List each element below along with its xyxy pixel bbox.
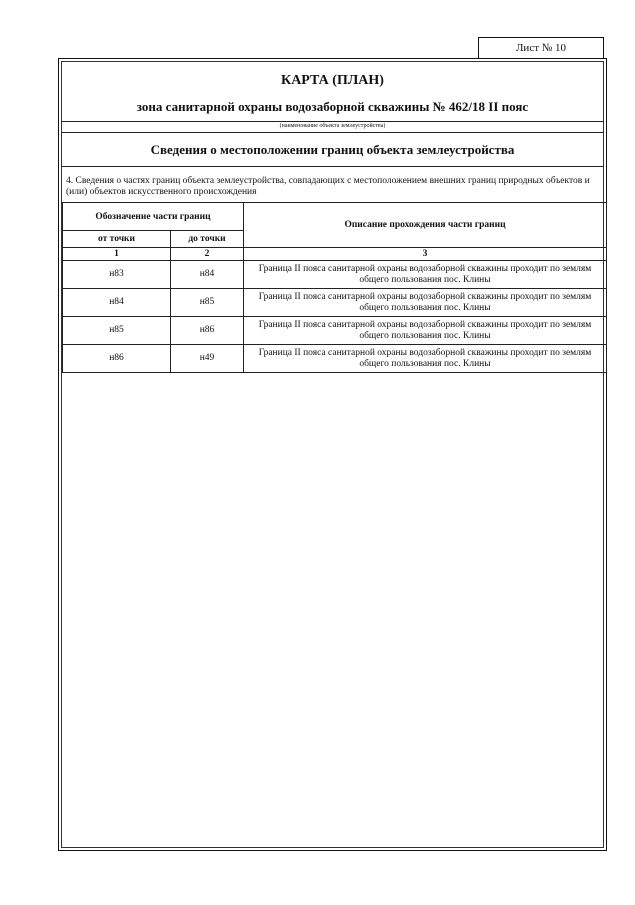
sheet-number: Лист № 10	[515, 42, 567, 54]
from-point-cell: н85	[63, 317, 171, 345]
object-name-caption: (наименование объекта землеустройства)	[279, 123, 386, 129]
document-inner-frame	[61, 61, 604, 848]
description-header: Описание прохождения части границ	[244, 203, 607, 248]
section-intro: 4. Сведения о частях границ объекта землеустройства, совпадающих с местоположением внешних границ природных объектов и (или) объектов искусственного происхождения	[66, 176, 590, 197]
description-cell: Граница II пояса санитарной охраны водозаборной скважины проходит по землям общего пользования пос. Клины	[244, 261, 607, 289]
boundary-table	[62, 202, 607, 373]
from-point-cell: н84	[63, 289, 171, 317]
section-title: Сведения о местоположении границ объекта землеустройства	[150, 142, 515, 157]
table-row	[63, 317, 607, 345]
from-point-cell: н86	[63, 345, 171, 373]
table-row	[63, 345, 607, 373]
from-point-header: от точки	[63, 231, 171, 248]
divider	[62, 166, 603, 167]
document-subtitle: зона санитарной охраны водозаборной скважины № 462/18 II пояс	[136, 99, 529, 114]
to-point-cell: н85	[171, 289, 244, 317]
to-point-cell: н84	[171, 261, 244, 289]
divider	[62, 121, 603, 122]
description-cell: Граница II пояса санитарной охраны водозаборной скважины проходит по землям общего пользования пос. Клины	[244, 289, 607, 317]
description-cell: Граница II пояса санитарной охраны водозаборной скважины проходит по землям общего пользования пос. Клины	[244, 345, 607, 373]
table-row	[63, 261, 607, 289]
document-frame	[58, 58, 607, 851]
column-number: 2	[171, 248, 244, 261]
column-number: 3	[244, 248, 607, 261]
to-point-header: до точки	[171, 231, 244, 248]
to-point-cell: н49	[171, 345, 244, 373]
from-point-cell: н83	[63, 261, 171, 289]
sheet-number-box	[478, 37, 604, 59]
group-header: Обозначение части границ	[63, 203, 244, 231]
description-cell: Граница II пояса санитарной охраны водозаборной скважины проходит по землям общего пользования пос. Клины	[244, 317, 607, 345]
to-point-cell: н86	[171, 317, 244, 345]
column-number: 1	[63, 248, 171, 261]
document-title: КАРТА (ПЛАН)	[281, 73, 384, 88]
table-row	[63, 289, 607, 317]
divider	[62, 132, 603, 133]
